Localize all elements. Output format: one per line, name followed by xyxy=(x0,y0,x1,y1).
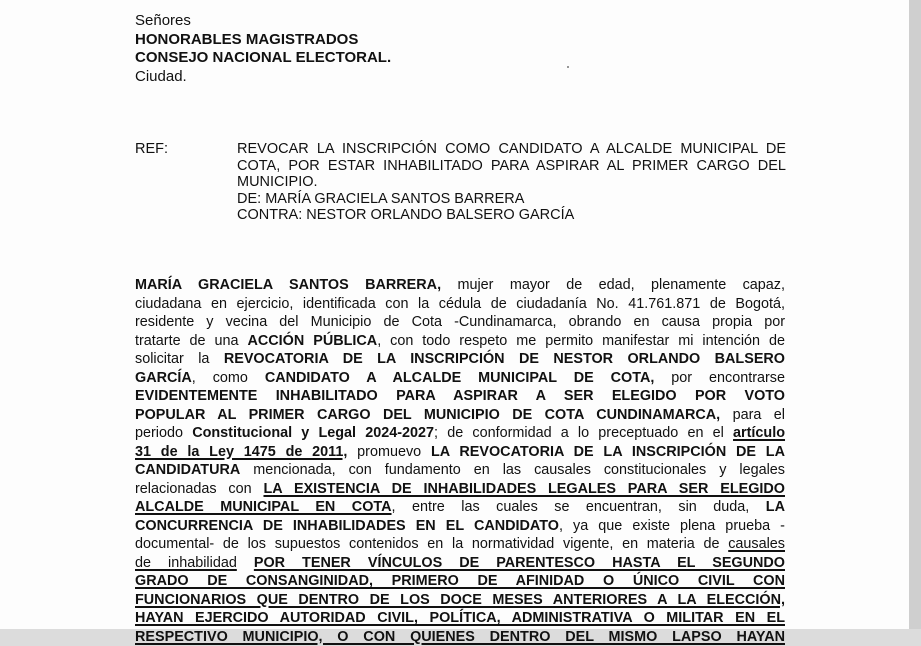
body-line: tratarte de una ACCIÓN PÚBLICA, con todo respeto me permito manifestar mi intención de xyxy=(135,332,785,351)
body-line: ciudadana en ejercicio, identificada con la cédula de ciudadanía No. 41.761.871 de Bogotá, xyxy=(135,295,785,314)
ref-line: DE: MARÍA GRACIELA SANTOS BARRERA xyxy=(237,191,786,208)
scan-speck xyxy=(567,66,569,68)
viewer-edge-strip xyxy=(909,0,921,629)
body-line: HAYAN EJERCIDO AUTORIDAD CIVIL, POLÍTICA, ADMINISTRATIVA O MILITAR EN EL xyxy=(135,609,785,628)
body-line: relacionadas con LA EXISTENCIA DE INHABILIDADES LEGALES PARA SER ELEGIDO xyxy=(135,480,785,499)
addressee-block xyxy=(135,12,391,86)
body-line: CANDIDATURA mencionada, con fundamento en las causales constitucionales y legales xyxy=(135,461,785,480)
body-line: CONCURRENCIA DE INHABILIDADES EN EL CANDIDATO, ya que existe plena prueba - xyxy=(135,517,785,536)
petitioner-name: MARÍA GRACIELA SANTOS BARRERA, xyxy=(135,277,441,293)
ref-line: COTA, POR ESTAR INHABILITADO PARA ASPIRAR AL PRIMER CARGO DEL xyxy=(237,158,786,175)
ref-line: MUNICIPIO. xyxy=(237,174,786,191)
body-line: residente y vecina del Municipio de Cota -Cundinamarca, obrando en causa propia por xyxy=(135,313,785,332)
body-line: documental- de los supuestos contenidos en la normatividad vigente, en materia de causales xyxy=(135,535,785,554)
addressee-salutation: Señores xyxy=(135,12,391,31)
addressee-council: CONSEJO NACIONAL ELECTORAL. xyxy=(135,49,391,68)
body-line: 31 de la Ley 1475 de 2011, promuevo LA REVOCATORIA DE LA INSCRIPCIÓN DE LA xyxy=(135,443,785,462)
addressee-magistrates: HONORABLES MAGISTRADOS xyxy=(135,31,391,50)
body-line: periodo Constitucional y Legal 2024-2027; de conformidad a lo preceptuado en el artículo xyxy=(135,424,785,443)
body-line: ALCALDE MUNICIPAL EN COTA, entre las cuales se encuentran, sin duda, LA xyxy=(135,498,785,517)
ref-line: CONTRA: NESTOR ORLANDO BALSERO GARCÍA xyxy=(237,207,786,224)
addressee-city: Ciudad. xyxy=(135,68,391,87)
ref-subject xyxy=(237,141,786,224)
body-line: solicitar la REVOCATORIA DE LA INSCRIPCIÓN DE NESTOR ORLANDO BALSERO xyxy=(135,350,785,369)
body-line: GRADO DE CONSANGINIDAD, PRIMERO DE AFINIDAD O ÚNICO CIVIL CON xyxy=(135,572,785,591)
body-line: FUNCIONARIOS QUE DENTRO DE LOS DOCE MESES ANTERIORES A LA ELECCIÓN, xyxy=(135,591,785,610)
ref-label: REF: xyxy=(135,141,168,157)
body-line: EVIDENTEMENTE INHABILITADO PARA ASPIRAR A SER ELEGIDO POR VOTO xyxy=(135,387,785,406)
body-line: POPULAR AL PRIMER CARGO DEL MUNICIPIO DE COTA CUNDINAMARCA, para el xyxy=(135,406,785,425)
petition-body xyxy=(135,276,785,646)
body-line: GARCÍA, como CANDIDATO A ALCALDE MUNICIPAL DE COTA, por encontrarse xyxy=(135,369,785,388)
body-line: MARÍA GRACIELA SANTOS BARRERA, mujer mayor de edad, plenamente capaz, xyxy=(135,276,785,295)
body-line: de inhabilidad POR TENER VÍNCULOS DE PARENTESCO HASTA EL SEGUNDO xyxy=(135,554,785,573)
body-line: RESPECTIVO MUNICIPIO, O CON QUIENES DENTRO DEL MISMO LAPSO HAYAN xyxy=(135,628,785,646)
ref-line: REVOCAR LA INSCRIPCIÓN COMO CANDIDATO A ALCALDE MUNICIPAL DE xyxy=(237,141,786,158)
